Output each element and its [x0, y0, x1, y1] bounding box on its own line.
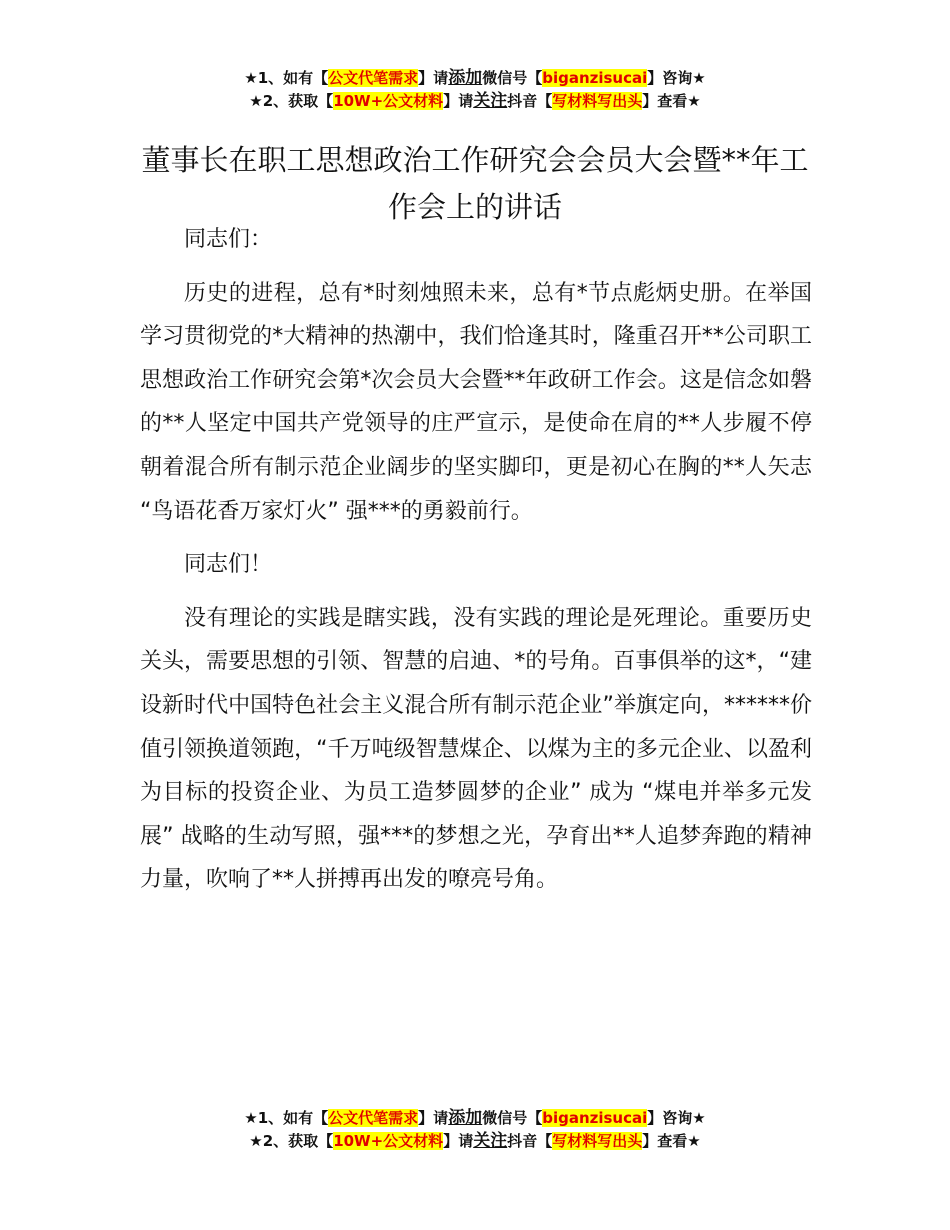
star-icon: ★: [244, 69, 258, 87]
promo-text: 2、获取【: [262, 92, 334, 110]
promo-text: 】请: [443, 92, 474, 110]
document-title: 董事长在职工思想政治工作研究会会员大会暨**年工作会上的讲话: [141, 143, 809, 225]
promo-text: 】查看★: [642, 92, 701, 110]
wechat-id: biganzisucai: [542, 1109, 648, 1127]
body-paragraph: 没有理论的实践是瞎实践，没有实践的理论是死理论。重要历史关头，需要思想的引领、智慧的启迪、*的号角。百事俱举的这*，“建设新时代中国特色社会主义混合所有制示范企业”举旗定向，******价值引领换道领跑，“千万吨级智慧煤企、以煤为主的多元企业、以盈利为目标的投资企业、为员工造梦圆梦的企业” 成为 “煤电并举多元发展” 战略的生动写照，强***的梦想之光，孕育出**人追梦奔跑的精神力量，吹响了**人拼搏再出发的嘹亮号角。: [140, 605, 812, 893]
highlight-text: 公文代笔需求: [328, 1109, 419, 1127]
salutation: 同志们：: [184, 227, 273, 252]
underlined-text: 添加: [448, 1108, 483, 1128]
wechat-id: biganzisucai: [542, 69, 648, 87]
promo-text: 】咨询★: [647, 1109, 706, 1127]
promo-text: 微信号【: [482, 1109, 543, 1127]
promo-text: 】请: [443, 1132, 474, 1150]
promo-line-1: [0, 67, 950, 90]
promo-text: 微信号【: [482, 69, 543, 87]
body-paragraph: 历史的进程，总有*时刻烛照未来，总有*节点彪炳史册。在举国学习贯彻党的*大精神的热潮中，我们恰逢其时，隆重召开**公司职工思想政治工作研究会第*次会员大会暨**年政研工作会。这是信念如磐的**人坚定中国共产党领导的庄严宣示，是使命在肩的**人步履不停朝着混合所有制示范企业阔步的坚实脚印，更是初心在胸的**人矢志 “鸟语花香万家灯火” 强***的勇毅前行。: [140, 280, 812, 524]
star-icon: ★: [244, 1109, 258, 1127]
top-promo-banner: [0, 67, 950, 113]
star-icon: ★: [249, 1132, 263, 1150]
promo-text: 2、获取【: [262, 1132, 334, 1150]
promo-text: 】咨询★: [647, 69, 706, 87]
document-body: [140, 218, 812, 902]
promo-text: 1、如有【: [257, 1109, 329, 1127]
promo-line-2: [0, 90, 950, 113]
highlight-text: 公文代笔需求: [328, 69, 419, 87]
promo-text: 】请: [418, 69, 449, 87]
salutation: 同志们！: [184, 552, 273, 578]
promo-text: 】查看★: [642, 1132, 701, 1150]
promo-text: 抖音【: [507, 92, 553, 110]
highlight-text: 10W+公文材料: [333, 92, 444, 110]
underlined-text: 关注: [473, 91, 508, 111]
underlined-text: 添加: [448, 68, 483, 88]
douyin-id: 写材料写出头: [552, 92, 643, 110]
douyin-id: 写材料写出头: [552, 1132, 643, 1150]
promo-text: 抖音【: [507, 1132, 553, 1150]
bottom-promo-banner: [0, 1107, 950, 1153]
underlined-text: 关注: [473, 1131, 508, 1151]
highlight-text: 10W+公文材料: [333, 1132, 444, 1150]
promo-text: 】请: [418, 1109, 449, 1127]
promo-line-1: [0, 1107, 950, 1130]
promo-text: 1、如有【: [257, 69, 329, 87]
promo-line-2: [0, 1130, 950, 1153]
star-icon: ★: [249, 92, 263, 110]
